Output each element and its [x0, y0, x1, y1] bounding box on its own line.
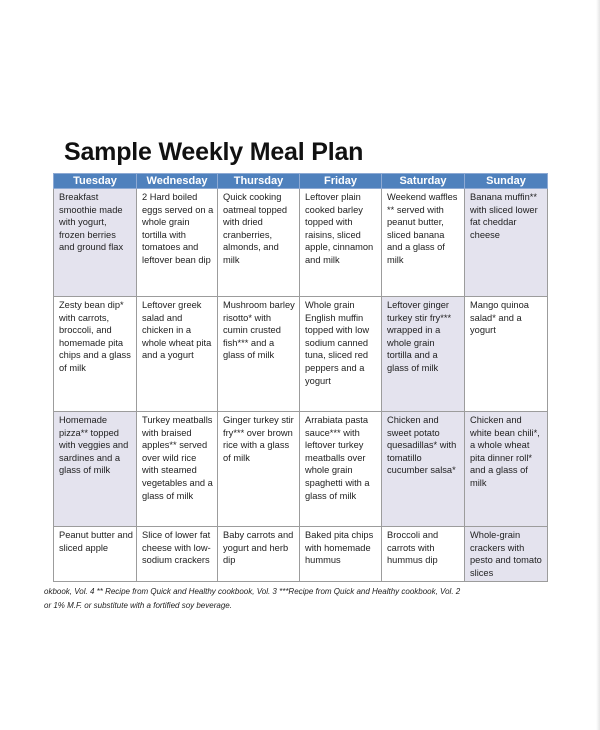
meal-cell: Peanut butter and sliced apple: [54, 527, 137, 582]
meal-cell: Leftover plain cooked barley topped with raisins, sliced apple, cinnamon and milk: [300, 189, 382, 297]
meal-cell: Turkey meatballs with braised apples** served over wild rice with steamed vegetables and a glass of milk: [137, 412, 218, 527]
meal-cell: Ginger turkey stir fry*** over brown rice with a glass of milk: [218, 412, 300, 527]
meal-row-lunch: [54, 297, 548, 412]
meal-row-snack: [54, 527, 548, 582]
meal-cell: Chicken and sweet potato quesadillas* with tomatillo cucumber salsa*: [382, 412, 465, 527]
footnote-recipes: okbook, Vol. 4 ** Recipe from Quick and Healthy cookbook, Vol. 3 ***Recipe from Quick and Healthy cookbook, Vol. 2: [44, 587, 461, 596]
day-header-friday: Friday: [300, 174, 382, 189]
meal-cell: Slice of lower fat cheese with low-sodium crackers: [137, 527, 218, 582]
meal-cell: Leftover greek salad and chicken in a whole wheat pita and a yogurt: [137, 297, 218, 412]
meal-cell: Baked pita chips with homemade hummus: [300, 527, 382, 582]
day-header-row: [54, 174, 548, 189]
meal-cell: 2 Hard boiled eggs served on a whole grain tortilla with tomatoes and leftover bean dip: [137, 189, 218, 297]
meal-cell: Whole-grain crackers with pesto and tomato slices: [465, 527, 548, 582]
meal-cell: Quick cooking oatmeal topped with dried cranberries, almonds, and milk: [218, 189, 300, 297]
meal-cell: Zesty bean dip* with carrots, broccoli, and homemade pita chips and a glass of milk: [54, 297, 137, 412]
meal-cell: Baby carrots and yogurt and herb dip: [218, 527, 300, 582]
meal-row-breakfast: [54, 189, 548, 297]
meal-cell: Broccoli and carrots with hummus dip: [382, 527, 465, 582]
day-header-saturday: Saturday: [382, 174, 465, 189]
meal-cell: Breakfast smoothie made with yogurt, frozen berries and ground flax: [54, 189, 137, 297]
page-title: Sample Weekly Meal Plan: [64, 138, 364, 166]
day-header-thursday: Thursday: [218, 174, 300, 189]
meal-cell: Weekend waffles ** served with peanut butter, sliced banana and a glass of milk: [382, 189, 465, 297]
day-header-sunday: Sunday: [465, 174, 548, 189]
meal-cell: Whole grain English muffin topped with low sodium canned tuna, sliced red peppers and a yogurt: [300, 297, 382, 412]
meal-cell: Mushroom barley risotto* with cumin crusted fish*** and a glass of milk: [218, 297, 300, 412]
meal-cell: Homemade pizza** topped with veggies and sardines and a glass of milk: [54, 412, 137, 527]
meal-cell: Chicken and white bean chili*, a whole wheat pita dinner roll* and a glass of milk: [465, 412, 548, 527]
meal-cell: Arrabiata pasta sauce*** with leftover turkey meatballs over whole grain spaghetti with a glass of milk: [300, 412, 382, 527]
meal-cell: Mango quinoa salad* and a yogurt: [465, 297, 548, 412]
meal-plan-table: [53, 173, 548, 582]
footnote-milk: or 1% M.F. or substitute with a fortified soy beverage.: [44, 601, 232, 610]
page-edge-shadow: [596, 0, 600, 730]
day-header-tuesday: Tuesday: [54, 174, 137, 189]
meal-cell: Banana muffin** with sliced lower fat cheddar cheese: [465, 189, 548, 297]
day-header-wednesday: Wednesday: [137, 174, 218, 189]
meal-cell: Leftover ginger turkey stir fry*** wrapped in a whole grain tortilla and a glass of milk: [382, 297, 465, 412]
meal-row-dinner: [54, 412, 548, 527]
